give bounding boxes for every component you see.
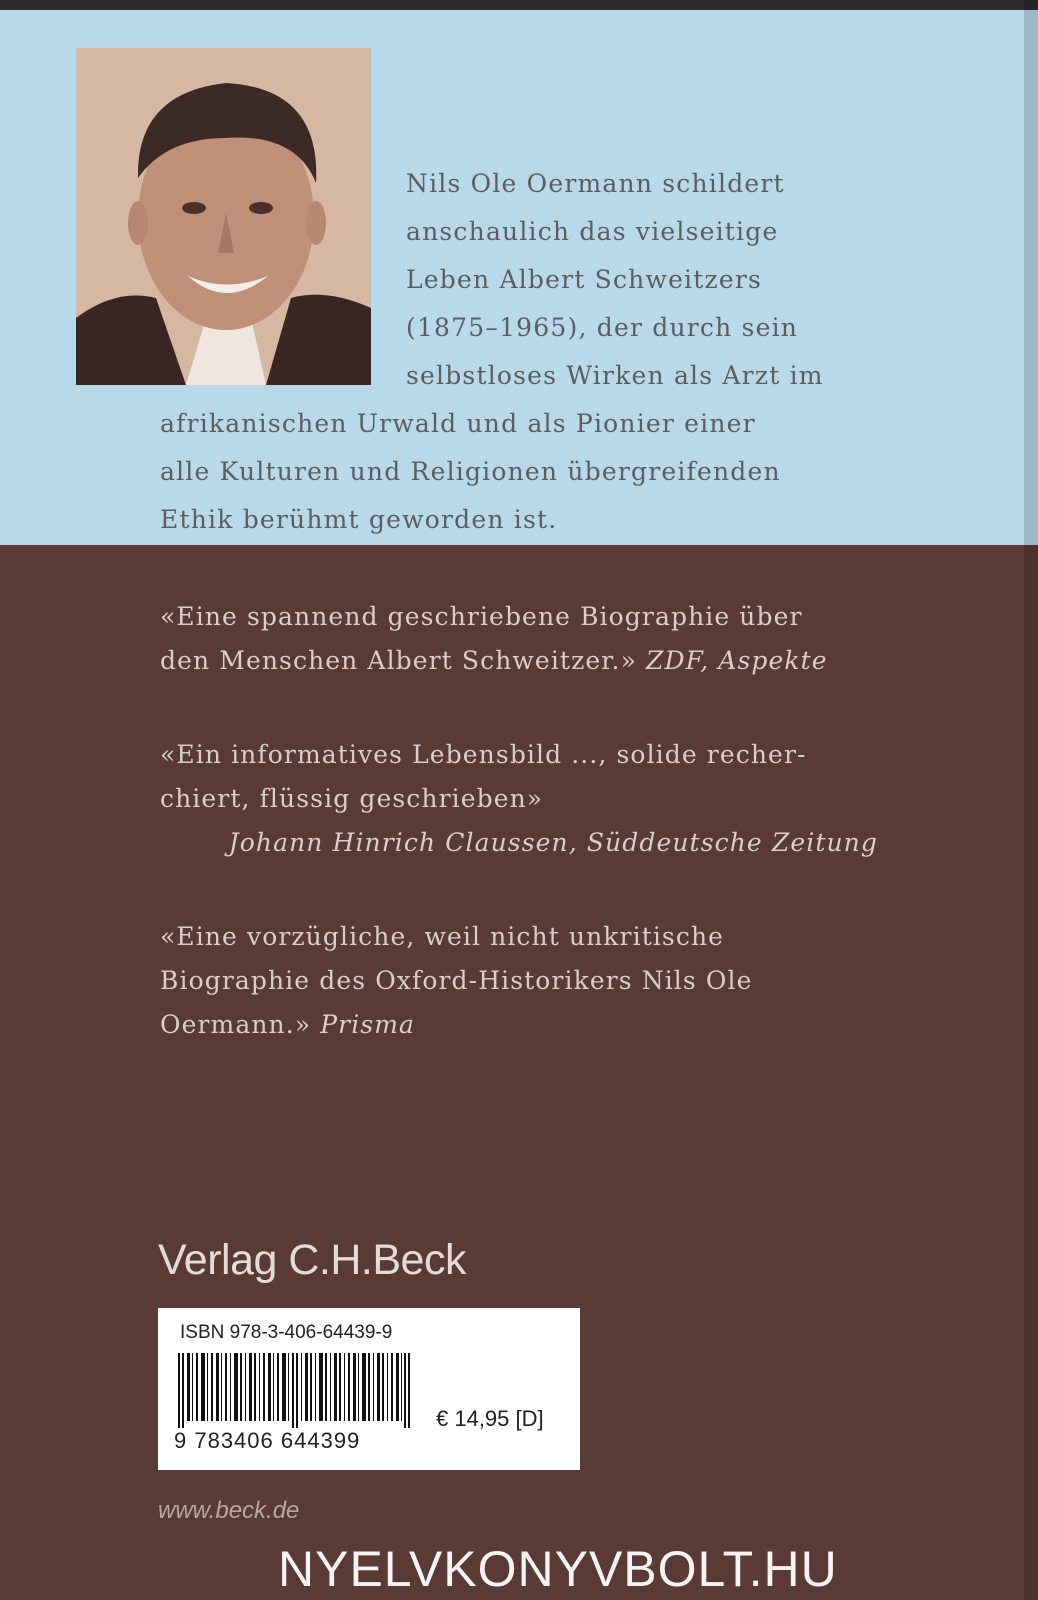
review-zdf [160,595,878,683]
review-source: ZDF, Aspekte [646,646,828,675]
description-line: Leben Albert Schweitzers [406,265,763,294]
description-line: (1875–1965), der durch sein [406,313,799,342]
page-edge-shadow [1024,0,1038,1600]
top-edge [0,0,1038,10]
review-last-line [160,639,878,683]
review-text: Oermann.» [160,1010,312,1039]
watermark-text: NYELVKONYVBOLT.HU [278,1541,838,1597]
description-line: Ethik berühmt geworden ist. [160,505,558,534]
website-url: www.beck.de [158,1497,300,1524]
description-line: anschaulich das vielseitige [406,217,779,246]
review-line: «Eine spannend geschriebene Biographie über [160,602,803,631]
review-source: Prisma [320,1010,416,1039]
description-line: alle Kulturen und Religionen übergreifenden [160,457,781,486]
book-description [160,160,890,544]
description-line: selbstloses Wirken als Arzt im [406,361,824,390]
description-line: Nils Ole Oermann schildert [406,169,785,198]
barcode-digits: 9 783406 644399 [174,1428,361,1453]
barcode-label [158,1308,580,1470]
description-line: afrikanischen Urwald und als Pionier einer [160,409,756,438]
review-last-line [160,1003,878,1047]
isbn-text: ISBN 978-3-406-64439-9 [180,1322,393,1343]
review-line: chiert, flüssig geschrieben» [160,784,544,813]
review-line: Biographie des Oxford-Historikers Nils Ole [160,966,753,995]
review-source: Johann Hinrich Claussen, Süddeutsche Zeitung [228,828,878,857]
price-text: € 14,95 [D] [436,1406,544,1431]
review-line: «Ein informatives Lebensbild ..., solide recher- [160,740,807,769]
barcode-icon [178,1353,418,1428]
review-text: den Menschen Albert Schweitzer.» [160,646,637,675]
review-prisma [160,915,878,1047]
publisher-name: Verlag C.H.Beck [158,1236,466,1284]
review-sz [160,733,878,865]
review-line: «Eine vorzügliche, weil nicht unkritische [160,922,725,951]
press-reviews [160,595,878,1097]
